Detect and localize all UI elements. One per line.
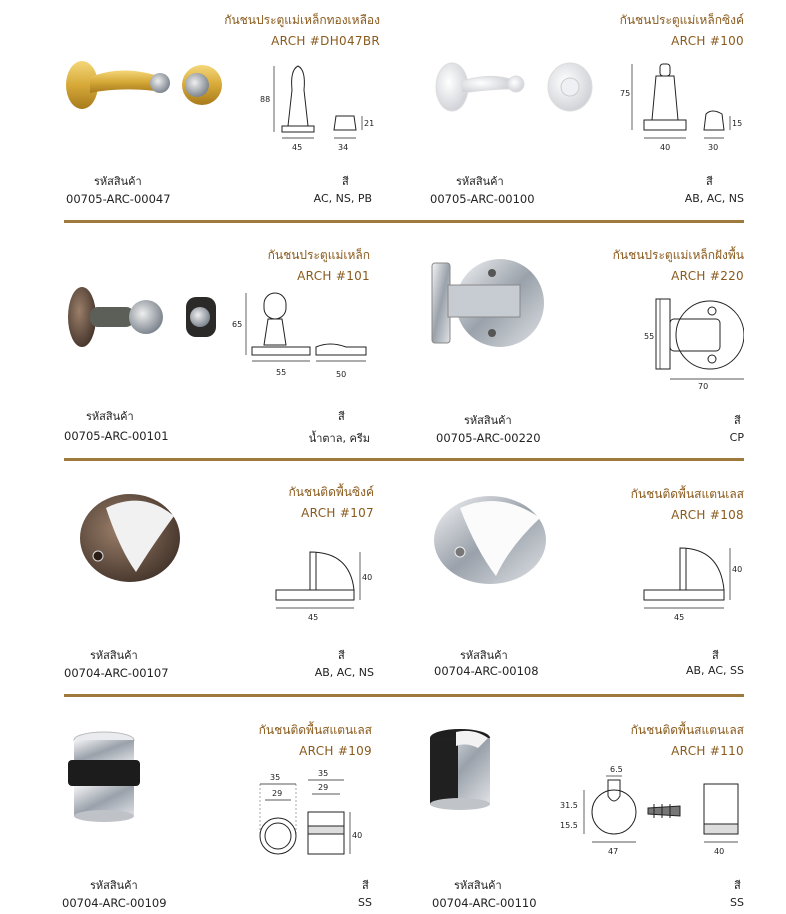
product-color-label: สี: [338, 649, 345, 662]
dim-label: 88: [260, 95, 271, 104]
product-model: ARCH #100: [671, 34, 744, 48]
row-divider: [64, 694, 744, 697]
dim-label: 45: [308, 613, 319, 622]
product-code: 00704-ARC-00109: [62, 896, 167, 910]
dim-label: 15.5: [560, 821, 578, 830]
product-color-label: สี: [734, 879, 741, 892]
product-colors: SS: [730, 896, 744, 909]
dimension-drawing: [260, 60, 380, 156]
dimension-drawing: [232, 289, 370, 385]
product-code-label: รหัสสินค้า: [90, 649, 138, 662]
product-color-label: สี: [362, 879, 369, 892]
dim-label: 55: [276, 368, 287, 377]
product-code-label: รหัสสินค้า: [460, 649, 508, 662]
product-photo: [64, 730, 144, 824]
product-code: 00705-ARC-00101: [64, 429, 169, 443]
product-model: ARCH #DH047BR: [271, 34, 380, 48]
dim-label: 15: [732, 119, 743, 128]
dim-label: 70: [698, 382, 709, 391]
product-code-label: รหัสสินค้า: [454, 879, 502, 892]
dim-label: 50: [336, 370, 347, 379]
product-title: กันชนประตูแม่เหล็ก: [267, 248, 370, 262]
dim-label: 34: [338, 143, 349, 152]
product-photo: [64, 283, 224, 355]
product-model: ARCH #110: [671, 744, 744, 758]
product-100: [374, 12, 744, 212]
dimension-drawing: [640, 542, 744, 624]
product-dh047br: [10, 12, 380, 212]
dim-label: 6.5: [610, 766, 623, 774]
row-divider: [64, 458, 744, 461]
dim-label: 40: [714, 847, 725, 856]
product-108: [374, 486, 744, 686]
dimension-drawing: [630, 291, 744, 391]
dim-label: 31.5: [560, 801, 578, 810]
product-code: 00705-ARC-00047: [66, 192, 171, 206]
product-color-label: สี: [734, 414, 741, 427]
product-photo: [430, 490, 548, 586]
dimension-drawing: [270, 542, 374, 624]
product-code: 00704-ARC-00108: [434, 664, 539, 678]
product-title: กันชนติดพื้นซิงค์: [288, 485, 374, 499]
product-colors: AB, AC, NS: [314, 666, 374, 679]
product-title: กันชนประตูแม่เหล็กทองเหลือง: [224, 13, 380, 27]
product-model: ARCH #220: [671, 269, 744, 283]
product-code: 00705-ARC-00220: [436, 431, 541, 445]
product-photo: [60, 57, 230, 117]
product-code: 00704-ARC-00110: [432, 896, 537, 910]
dim-label: 45: [292, 143, 303, 152]
dim-label: 40: [352, 831, 363, 840]
dim-label: 40: [732, 565, 743, 574]
product-photo: [428, 257, 548, 357]
dimension-drawing: [560, 766, 744, 866]
dim-label: 65: [232, 320, 243, 329]
dim-label: 45: [674, 613, 685, 622]
product-colors: AB, AC, NS: [684, 192, 744, 205]
product-title: กันชนประตูแม่เหล็กซิงค์: [619, 13, 744, 27]
product-code: 00704-ARC-00107: [64, 666, 169, 680]
dim-label: 29: [272, 789, 283, 798]
product-colors: น้ำตาล, ครีม: [308, 432, 370, 445]
dim-label: 55: [644, 332, 655, 341]
product-107: [4, 484, 374, 684]
product-code-label: รหัสสินค้า: [94, 175, 142, 188]
dim-label: 21: [364, 119, 375, 128]
product-color-label: สี: [712, 649, 719, 662]
product-colors: CP: [729, 431, 744, 444]
product-code-label: รหัสสินค้า: [86, 410, 134, 423]
product-title: กันชนติดพื้นสแตนเลส: [630, 723, 744, 737]
dimension-drawing: [620, 60, 744, 156]
product-colors: SS: [358, 896, 372, 909]
row-divider: [64, 220, 744, 223]
product-220: [374, 247, 744, 447]
product-109: [2, 722, 372, 912]
product-color-label: สี: [706, 175, 713, 188]
product-code: 00705-ARC-00100: [430, 192, 535, 206]
product-title: กันชนติดพื้นสแตนเลส: [630, 487, 744, 501]
product-colors: AB, AC, SS: [685, 664, 744, 677]
product-110: [374, 722, 744, 912]
product-photo: [426, 728, 496, 812]
product-model: ARCH #101: [297, 269, 370, 283]
product-code-label: รหัสสินค้า: [464, 414, 512, 427]
product-color-label: สี: [338, 410, 345, 423]
product-101: [0, 247, 370, 447]
product-code-label: รหัสสินค้า: [456, 175, 504, 188]
product-photo: [430, 57, 600, 122]
dim-label: 75: [620, 89, 631, 98]
dim-label: 40: [362, 573, 373, 582]
product-title: กันชนประตูแม่เหล็กฝังพื้น: [612, 248, 744, 262]
product-model: ARCH #108: [671, 508, 744, 522]
dim-label: 35: [318, 770, 329, 778]
product-title: กันชนติดพื้นสแตนเลส: [258, 723, 372, 737]
dim-label: 40: [660, 143, 671, 152]
product-photo: [76, 490, 186, 586]
product-colors: AC, NS, PB: [313, 192, 372, 205]
product-model: ARCH #109: [299, 744, 372, 758]
product-color-label: สี: [342, 175, 349, 188]
dim-label: 29: [318, 783, 329, 792]
product-code-label: รหัสสินค้า: [90, 879, 138, 892]
product-model: ARCH #107: [301, 506, 374, 520]
dimension-drawing: [252, 770, 372, 866]
dim-label: 47: [608, 847, 619, 856]
dim-label: 30: [708, 143, 719, 152]
dim-label: 35: [270, 773, 281, 782]
